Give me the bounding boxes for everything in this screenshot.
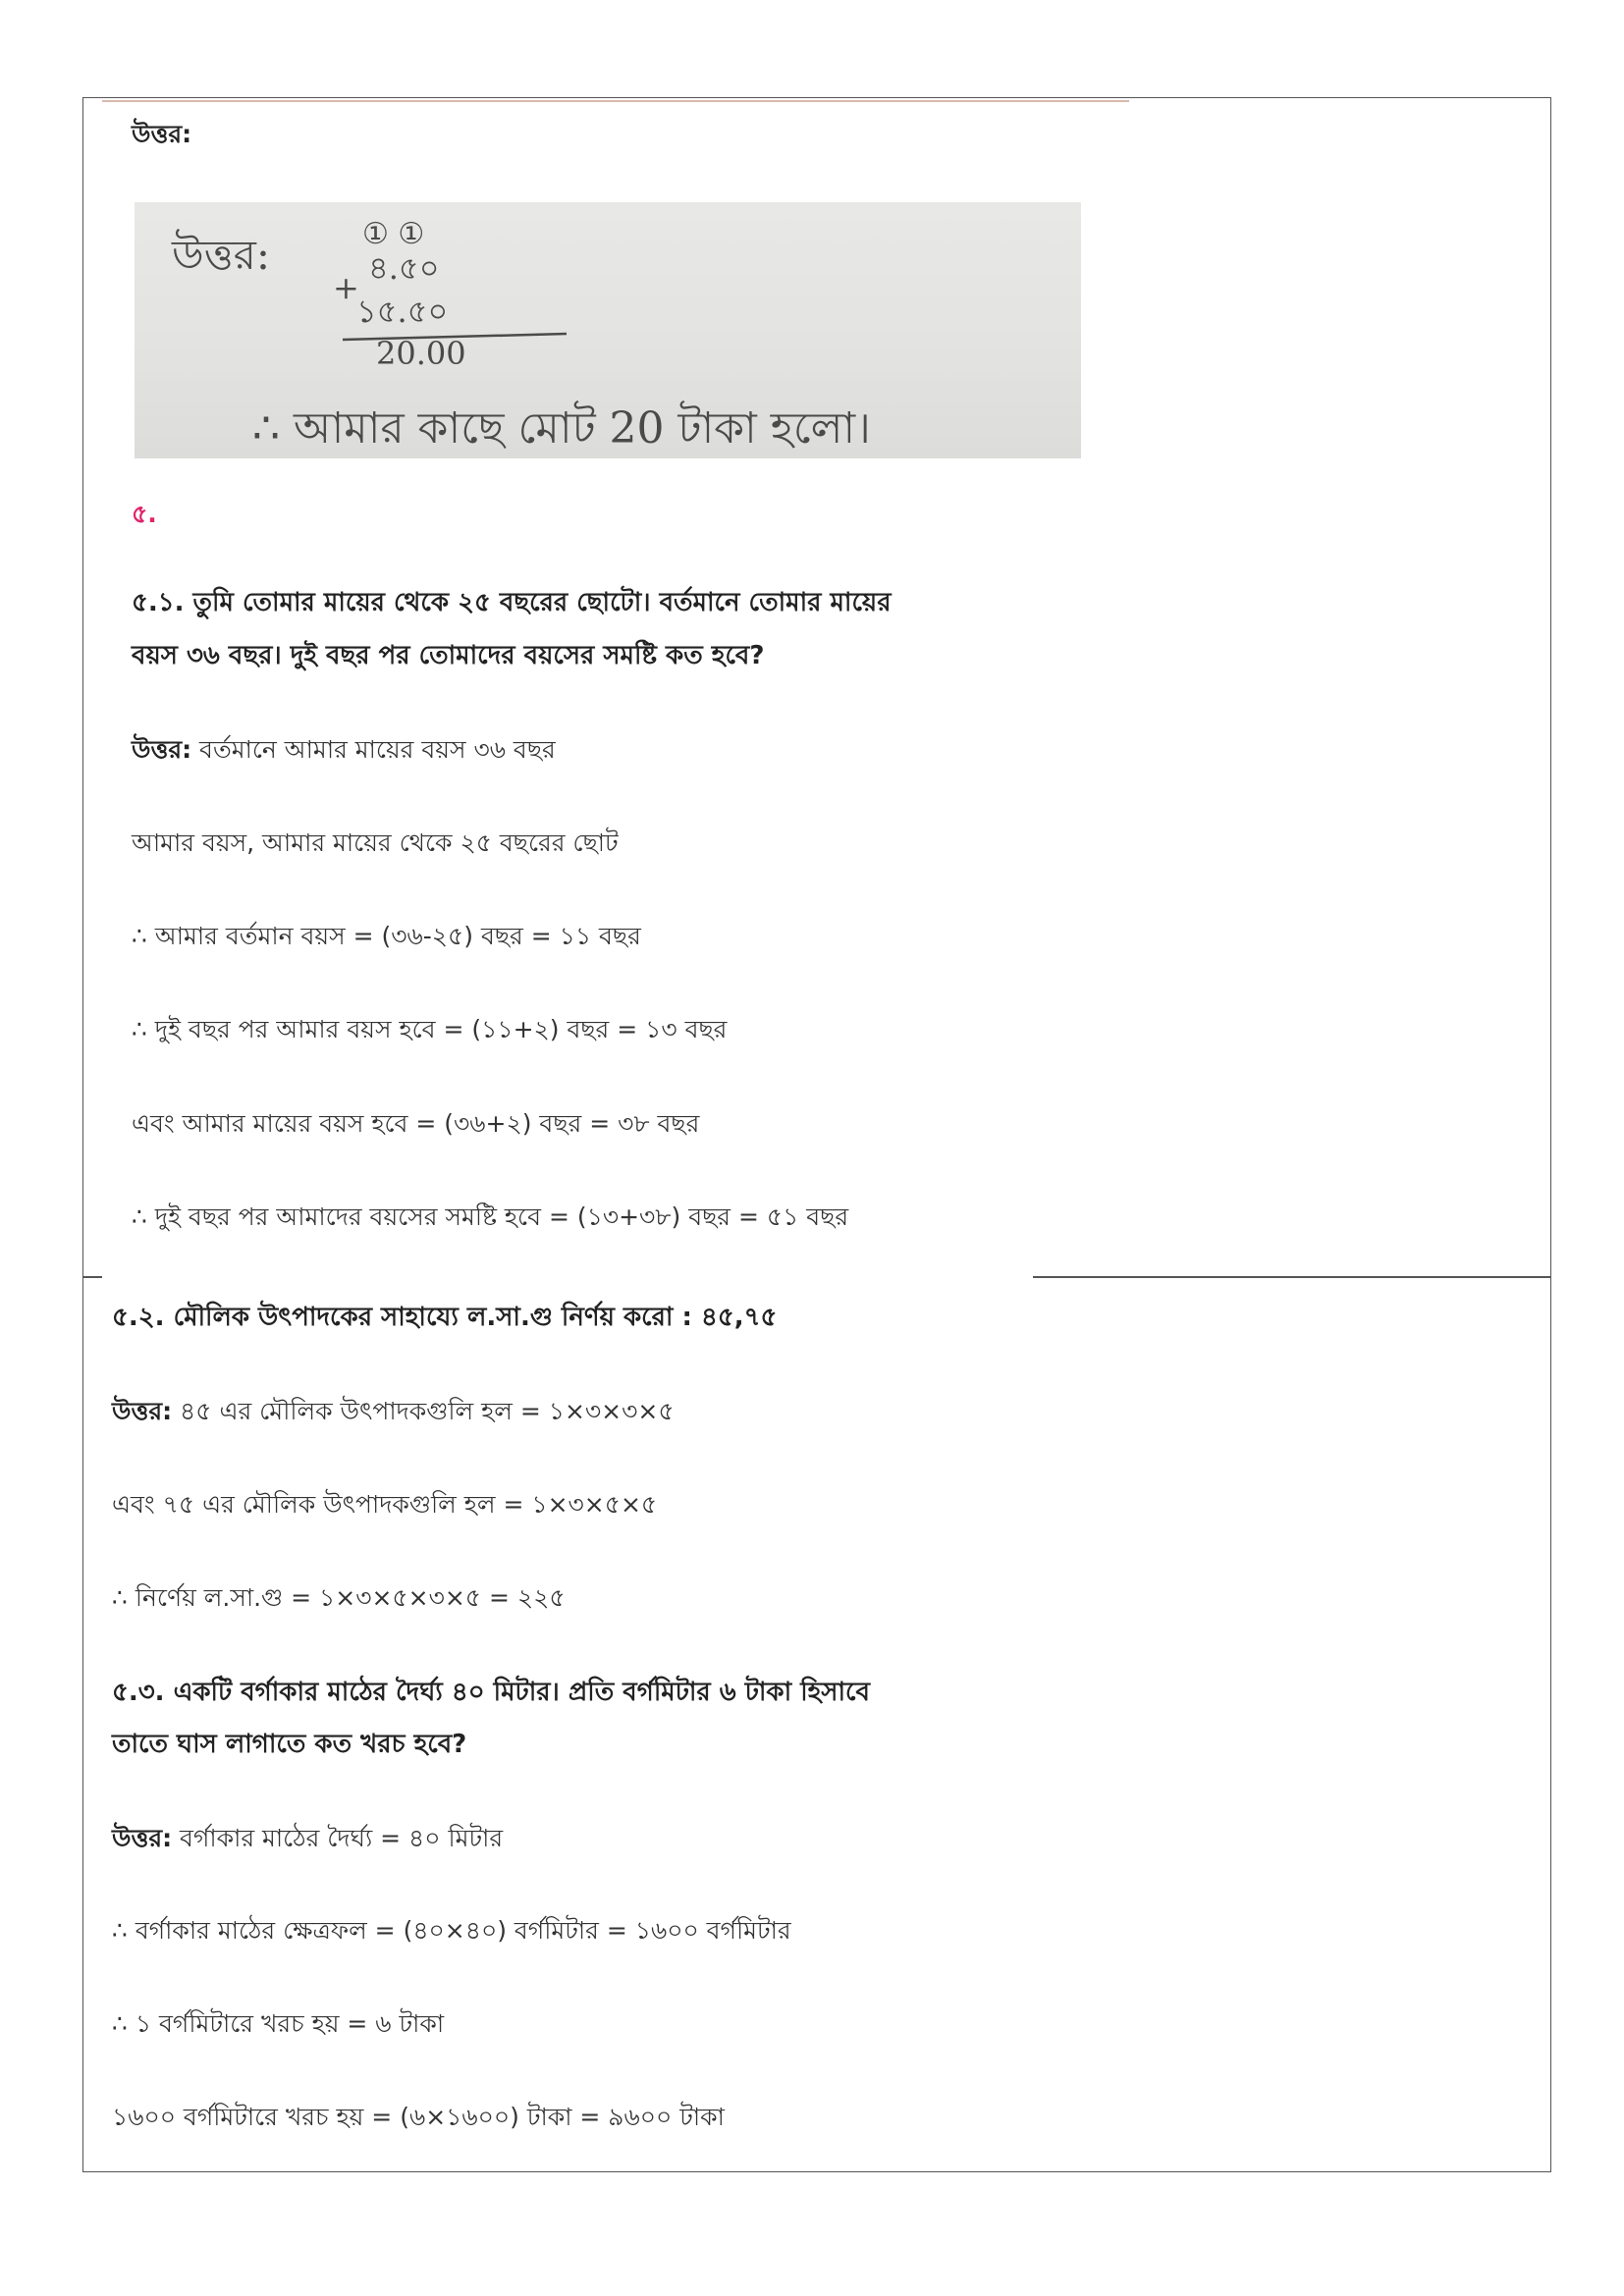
hw-result: 20.00 bbox=[376, 335, 466, 372]
q51-question-line1: ৫.১. তুমি তোমার মায়ের থেকে ২৫ বছরের ছোটো। বর্তমানে তোমার মায়ের bbox=[132, 588, 892, 617]
q51-step: ∴ দুই বছর পর আমাদের বয়সের সমষ্টি হবে = (১৩+৩৮) বছর = ৫১ বছর bbox=[132, 1202, 849, 1231]
section-number: ৫. bbox=[132, 500, 157, 528]
q53-question-line2: তাতে ঘাস লাগাতে কত খরচ হবে? bbox=[112, 1730, 467, 1759]
q51-step: এবং আমার মায়ের বয়স হবে = (৩৬+২) বছর = ৩৮ বছর bbox=[132, 1109, 700, 1138]
q53-answer-first: বর্গাকার মাঠের দৈর্ঘ্য = ৪০ মিটার bbox=[172, 1824, 504, 1852]
hw-conclusion: ∴ আমার কাছে মোট 20 টাকা হলো। bbox=[252, 403, 871, 454]
q51-step: ∴ আমার বর্তমান বয়স = (৩৬-২৫) বছর = ১১ বছর bbox=[132, 922, 641, 950]
q53-answer bbox=[112, 1823, 503, 1854]
top-divider bbox=[102, 100, 1129, 102]
page-break-divider-right bbox=[1033, 1276, 1551, 1278]
q51-step: ∴ দুই বছর পর আমার বয়স হবে = (১১+২) বছর = ১৩ বছর bbox=[132, 1015, 728, 1043]
q51-question-line2: বয়স ৩৬ বছর। দুই বছর পর তোমাদের বয়সের সমষ্টি কত হবে? bbox=[132, 641, 765, 670]
handwritten-answer-image bbox=[135, 202, 1081, 458]
hw-plus: + bbox=[333, 269, 359, 306]
q52-step: ∴ নির্ণেয় ল.সা.গু = ১×৩×৫×৩×৫ = ২২৫ bbox=[112, 1583, 566, 1612]
hw-carry: ① ① bbox=[362, 217, 425, 251]
hw-label: উত্তর: bbox=[172, 231, 271, 279]
page-break-divider-left bbox=[82, 1276, 102, 1278]
q53-step: ∴ ১ বর্গমিটারে খরচ হয় = ৬ টাকা bbox=[112, 2009, 445, 2038]
q51-answer-label: উত্তর: bbox=[132, 735, 192, 764]
hw-line2: ১৫.৫০ bbox=[356, 293, 449, 330]
q52-answer bbox=[112, 1396, 675, 1427]
q52-question: ৫.২. মৌলিক উৎপাদকের সাহায্যে ল.সা.গু নির্ণয় করো : ৪৫,৭৫ bbox=[112, 1303, 778, 1332]
q51-answer-first: বর্তমানে আমার মায়ের বয়স ৩৬ বছর bbox=[191, 735, 556, 764]
q53-answer-label: উত্তর: bbox=[112, 1824, 173, 1852]
answer-label-top: উত্তর: bbox=[132, 120, 192, 148]
q52-answer-label: উত্তর: bbox=[112, 1397, 173, 1425]
q52-step: এবং ৭৫ এর মৌলিক উৎপাদকগুলি হল = ১×৩×৫×৫ bbox=[112, 1490, 658, 1519]
q53-question-line1: ৫.৩. একটি বর্গাকার মাঠের দৈর্ঘ্য ৪০ মিটার। প্রতি বর্গমিটার ৬ টাকা হিসাবে bbox=[112, 1678, 870, 1707]
hw-line1: ৪.৫০ bbox=[368, 249, 440, 287]
q51-step: আমার বয়স, আমার মায়ের থেকে ২৫ বছরের ছোট bbox=[132, 828, 619, 857]
q51-answer bbox=[132, 734, 556, 766]
handwriting-drawing bbox=[135, 202, 1081, 458]
q53-step: ১৬০০ বর্গমিটারে খরচ হয় = (৬×১৬০০) টাকা = ৯৬০০ টাকা bbox=[112, 2103, 725, 2131]
q52-answer-first: ৪৫ এর মৌলিক উৎপাদকগুলি হল = ১×৩×৩×৫ bbox=[172, 1397, 675, 1425]
q53-step: ∴ বর্গাকার মাঠের ক্ষেত্রফল = (৪০×৪০) বর্গমিটার = ১৬০০ বর্গমিটার bbox=[112, 1916, 791, 1945]
